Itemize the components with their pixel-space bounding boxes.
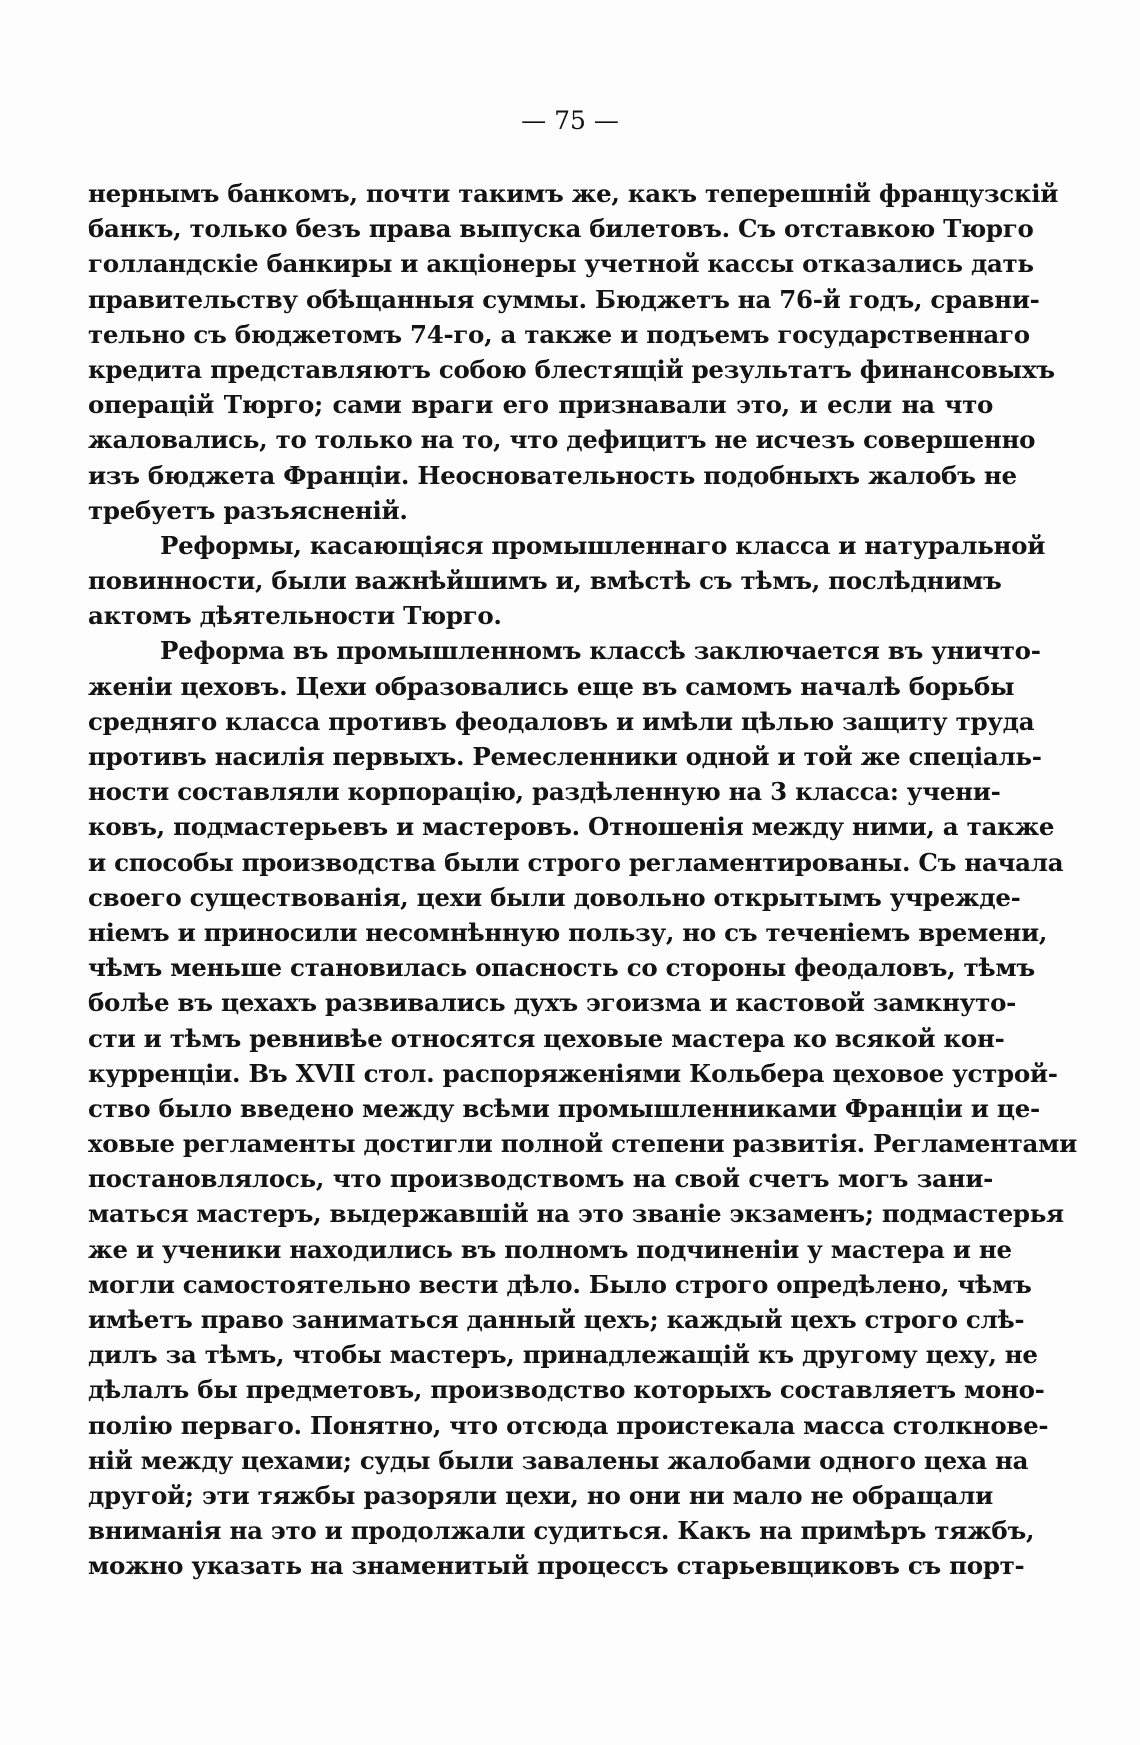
text-line: постановлялось, что производствомъ на свой счетъ могъ зани-: [88, 1164, 993, 1194]
text-line: ности составляли корпорацію, раздѣленную на 3 класса: учени-: [88, 777, 1001, 807]
text-line: болѣе въ цехахъ развивались духъ эгоизма и кастовой замкнуто-: [88, 988, 1016, 1018]
paragraph-first-line: Реформы, касающіяся промышленнаго класса и натуральной: [160, 530, 1046, 560]
text-line: дѣлалъ бы предметовъ, производство которыхъ составляетъ моно-: [88, 1375, 1045, 1405]
page-number: — 75 —: [521, 106, 619, 135]
body-text: [88, 176, 1077, 1584]
text-line: имѣетъ право заниматься данный цехъ; каждый цехъ строго слѣ-: [88, 1305, 1025, 1334]
paragraph-end-line: актомъ дѣятельности Тюрго.: [88, 601, 502, 631]
text-line: вниманія на это и продолжали судиться. Какъ на примѣръ тяжбъ,: [88, 1516, 1035, 1546]
text-line: своего существованія, цехи были довольно открытымъ учрежде-: [88, 882, 1021, 912]
text-line: ховые регламенты достигли полной степени развитія. Регламентами: [88, 1129, 1077, 1159]
text-line: тельно съ бюджетомъ 74-го, а также и подъемъ государственнаго: [88, 319, 1030, 349]
text-line: ство было введено между всѣми промышленниками Франціи и це-: [88, 1093, 1040, 1123]
text-line: ніемъ и приносили несомнѣнную пользу, но съ теченіемъ времени,: [88, 917, 1048, 947]
text-line: банкъ, только безъ права выпуска билетовъ. Съ отставкою Тюрго: [88, 214, 1034, 244]
text-line: изъ бюджета Франціи. Неосновательность подобныхъ жалобъ не: [88, 460, 1017, 490]
text-line: операцій Тюрго; сами враги его признавали это, и если на что: [88, 390, 993, 420]
text-line: ній между цехами; суды были завалены жалобами одного цеха на: [88, 1445, 1029, 1475]
paragraph-end-line: требуетъ разъясненій.: [88, 495, 408, 525]
text-line: можно указать на знаменитый процессъ старьевщиковъ съ порт-: [88, 1551, 1025, 1581]
text-line: чѣмъ меньше становилась опасность со стороны феодаловъ, тѣмъ: [88, 953, 1035, 983]
text-line: и способы производства были строго регламентированы. Съ начала: [88, 847, 1064, 877]
text-line: противъ насилія первыхъ. Ремесленники одной и той же спеціаль-: [88, 742, 1042, 771]
text-line: маться мастеръ, выдержавшій на это званіе экзаменъ; подмастерья: [88, 1199, 1064, 1229]
text-line: же и ученики находились въ полномъ подчиненіи у мастера и не: [88, 1234, 1012, 1264]
text-line: повинности, были важнѣйшимъ и, вмѣстѣ съ тѣмъ, послѣднимъ: [88, 566, 1002, 596]
paragraph-first-line: Реформа въ промышленномъ классѣ заключается въ уничто-: [160, 636, 1041, 666]
text-line: кредита представляютъ собою блестящій результатъ финансовыхъ: [88, 354, 1055, 384]
text-line: сти и тѣмъ ревнивѣе относятся цеховые мастера ко всякой кон-: [88, 1023, 1005, 1053]
text-line: курренціи. Въ XVII стол. распоряженіями Кольбера цеховое устрой-: [88, 1058, 1058, 1088]
text-line: женіи цеховъ. Цехи образовались еще въ самомъ началѣ борьбы: [88, 671, 1015, 701]
text-line: нернымъ банкомъ, почти такимъ же, какъ теперешній французскій: [88, 179, 1059, 208]
text-line: голландскіе банкиры и акціонеры учетной кассы отказались дать: [88, 249, 1034, 279]
text-line: ковъ, подмастерьевъ и мастеровъ. Отношенія между ними, а также: [88, 812, 1055, 842]
text-line: могли самостоятельно вести дѣло. Было строго опредѣлено, чѣмъ: [88, 1269, 1032, 1299]
text-line: средняго класса противъ феодаловъ и имѣли цѣлью защиту труда: [88, 706, 1035, 736]
text-line: дилъ за тѣмъ, чтобы мастеръ, принадлежащій къ другому цеху, не: [88, 1340, 1038, 1370]
text-line: правительству обѣщанныя суммы. Бюджетъ на 76-й годъ, сравни-: [88, 284, 1040, 314]
text-line: жаловались, то только на то, что дефицитъ не исчезъ совершенно: [88, 425, 1036, 455]
text-line: другой; эти тяжбы разоряли цехи, но они ни мало не обращали: [88, 1480, 993, 1510]
text-line: полію перваго. Понятно, что отсюда проистекала масса столкнове-: [88, 1410, 1049, 1440]
